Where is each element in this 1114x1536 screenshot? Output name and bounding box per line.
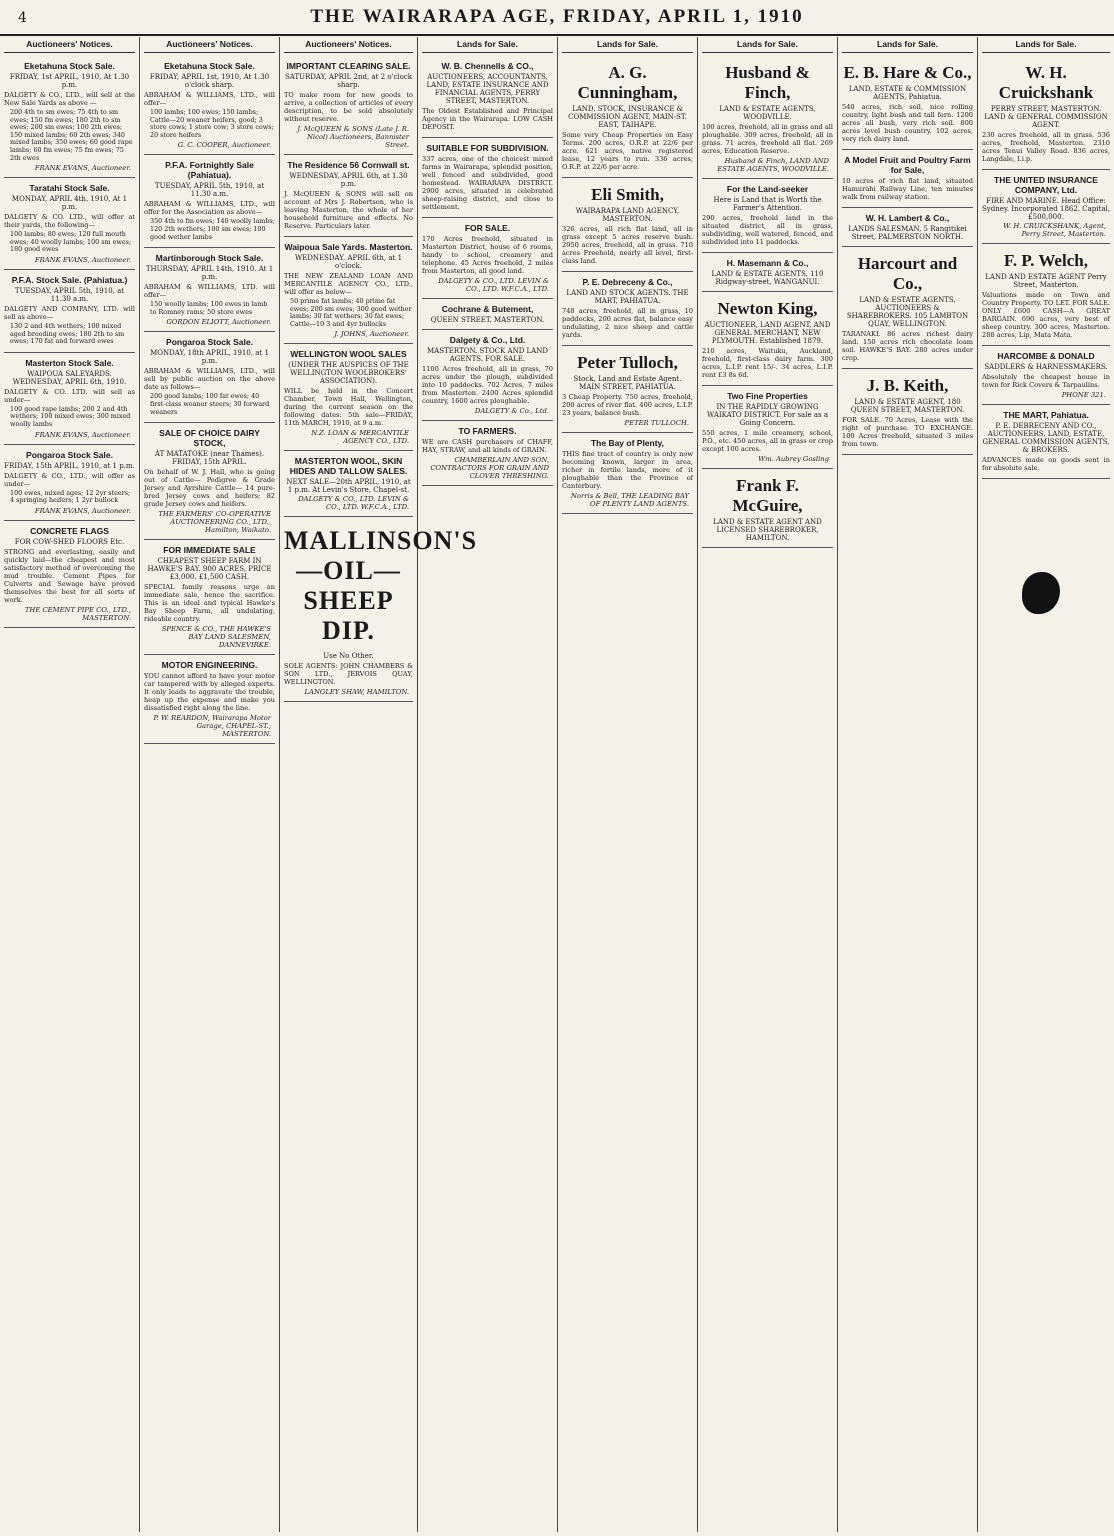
ad-body: 3 Cheap Property. 750 acres, freehold, 200 acres of river flat. 400 acres, L.I.P. 23 years, balance bush.: [562, 393, 693, 417]
ad-lot-list: 130 2 and 4th wethers; 100 mixed aged breeding ewes; 180 2th to sm ewes; 170 fat and forward ewes: [10, 321, 125, 346]
advertisement: [562, 272, 693, 346]
ad-body: 100 acres, freehold, all in grass and all ploughable. 309 acres, freehold, all in grass. 71 acres, freehold all flat. 269 acres, Education Reserve.: [702, 123, 833, 155]
ad-body: 1100 Acres freehold, all in grass, 70 acres under the plough, subdivided into 10 paddocks. 702 Acres, 7 miles from Masterton. 2400 Acres splendid country, 1600 acres ploughable.: [422, 365, 553, 405]
column-2: [140, 37, 280, 1532]
ad-body: ABRAHAM & WILLIAMS, LTD., will offer—: [144, 91, 275, 107]
ad-subtitle: FRIDAY, APRIL 1st, 1910, At 1.30 o'clock sharp.: [149, 73, 270, 89]
ad-subtitle: Stock, Land and Estate Agent. MAIN STREET, PAHIATUA.: [573, 375, 682, 391]
columns: [0, 37, 1114, 1532]
advertisement: [702, 386, 833, 469]
ad-subtitle: LAND & ESTATE AGENTS, AUCTIONEERS & SHAREBROKERS. 105 LAMBTON QUAY, WELLINGTON.: [846, 296, 969, 328]
ad-subtitle: FIRE AND MARINE. Head Office: Sydney. Incorporated 1862. Capital, £500,000.: [982, 197, 1110, 221]
advertisement: [842, 369, 973, 455]
ad-body: WE are CASH purchasers of CHAFF, HAY, STRAW, and all kinds of GRAIN.: [422, 438, 553, 454]
ad-title: Husband & Finch,: [725, 63, 810, 102]
ad-subtitle: WAIPOUA SALEYARDS. WEDNESDAY, APRIL 6th, 1910.: [12, 369, 127, 386]
ad-lot-list: 150 woolly lambs; 100 ewes in lamb to Romney rams; 50 store ewes: [150, 300, 268, 316]
ad-body: 170 Acres freehold, situated in Masterton District, house of 6 rooms, handy to school, creamery and telephone. 45 Acres freehold, 2 miles from Masterton, all good land.: [422, 235, 553, 275]
ad-subtitle: MONDAY, APRIL 4th, 1910, At 1 p.m.: [11, 195, 128, 212]
ad-subtitle: AT MATATOKE (near Thames). FRIDAY, 15th APRIL.: [154, 450, 265, 467]
ad-body: 230 acres freehold, all in grass. 536 acres, freehold, Masterton. 2310 acres Tenui Valley Road. 836 acres, Langdale, I.i.p.: [982, 131, 1110, 163]
ad-signature: THE CEMENT PIPE CO., LTD., MASTERTON.: [24, 605, 131, 622]
column-header: Lands for Sale.: [422, 37, 553, 53]
ad-title: For the Land-seeker: [726, 184, 809, 194]
ad-title: Newton King,: [717, 299, 818, 318]
advertisement: [562, 433, 693, 514]
ad-lot-list: 200 4th to sm ewes; 75 4th to sm ewes; 150 fm ewes; 180 2th to sm ewes; 200 sm ewes; 100 2th ewes; 150 mixed lambs; 60 2th ewes; 340 mixed lambs; 350 ewes; 60 good rape lambs; 60 fm ewes; 75 fm ewes; 75 2th ewes: [10, 108, 133, 162]
ad-title: Harcourt and Co.,: [857, 254, 958, 293]
column-header: Auctioneers' Notices.: [4, 37, 135, 53]
advertisement: [144, 155, 275, 248]
ad-body: 290 acres, freehold land in the situated district, all in grass, subdividing, well watered, fenced, and subdivided into 11 paddocks.: [702, 214, 833, 246]
ad-title: The Residence 56 Cornwall st.: [287, 160, 410, 170]
ad-subtitle: SATURDAY, APRIL 2nd, at 2 o'clock sharp.: [285, 73, 412, 89]
ad-signature: SPENCE & CO., THE HAWKE'S BAY LAND SALESMEN, DANNEVIRKE.: [161, 625, 271, 650]
ad-body: THE NEW ZEALAND LOAN AND MERCANTILE AGENCY CO., LTD., will offer as below—: [284, 272, 413, 296]
ad-body: 748 acres, freehold, all in grass, 10 paddocks, 200 acres flat, balance easy undulating, 2 nice sheep and cattle yards.: [562, 307, 693, 339]
ad-signature: FRANK EVANS, Auctioneer.: [34, 506, 131, 515]
advertisement: [284, 344, 413, 451]
ad-title: Taratahi Stock Sale.: [29, 183, 110, 194]
ad-subtitle: LAND & ESTATE AGENTS, 110 Ridgway-street, WANGANUI.: [711, 270, 824, 286]
ad-title: W. H. Cruickshank: [998, 63, 1094, 102]
ad-lot-list: 100 ewes, mixed ages; 12 2yr steers; 4 springing heifers; 1 2yr bullock: [10, 488, 131, 505]
advertisement: [702, 469, 833, 548]
advertisement: [4, 56, 135, 178]
ad-title: Cochrane & Butement,: [441, 304, 534, 314]
column-6: [698, 37, 838, 1532]
ad-signature: Husband & Finch, LAND AND ESTATE AGENTS, WOODVILLE.: [717, 157, 829, 173]
ad-subtitle: TUESDAY, APRIL 5th, 1910, at 11.30 a.m.: [154, 182, 265, 199]
advertisement: [4, 178, 135, 270]
ad-body: DALGETY & CO., LTD., will sell at the New Sale Yards as above —: [4, 91, 135, 107]
ad-title: J. B. Keith,: [866, 376, 949, 395]
advertisement: [144, 655, 275, 744]
ad-body: Some very Cheap Properties on Easy Terms. 200 acres, O.R.P. at 22/6 per acre. 621 acres, native registered lease, 12 years to run. 336 acres, O.R.P. at 22/6 per acre.: [562, 131, 693, 171]
ad-body: The Oldest Established and Principal Agency in the Wairarapa. LOW CASH DEPOSIT.: [422, 107, 553, 131]
advertisement: [422, 299, 553, 330]
ad-title: Waipoua Sale Yards. Masterton.: [284, 242, 413, 252]
ad-body: SPECIAL family reasons urge an immediate sale, hence the sacrifice. This is an ideal and typical Hawke's Bay Sheep Farm, all undulating, rideable country.: [144, 583, 275, 624]
ad-title: P. E. Debreceny & Co.,: [582, 277, 673, 287]
advertisement: [422, 218, 553, 299]
masthead: [0, 0, 1114, 36]
ad-title: E. B. Hare & Co.,: [843, 63, 972, 82]
column-header: Lands for Sale.: [702, 37, 833, 53]
advertisement: [562, 56, 693, 178]
advertisement: [422, 56, 553, 138]
advertisement: [842, 247, 973, 369]
ad-subtitle: WAIRARAPA LAND AGENCY, MASTERTON.: [575, 207, 680, 223]
ad-body: Absolutely the cheapest house in town for Rick Covers & Tarpaulins.: [982, 373, 1110, 389]
advertisement: [284, 155, 413, 237]
column-header: Lands for Sale.: [562, 37, 693, 53]
ad-subtitle: LAND AND STOCK AGENTS. THE MART, PAHIATUA.: [566, 289, 689, 305]
ad-subtitle: (UNDER THE AUSPICES OF THE WELLINGTON WOOLBROKERS' ASSOCIATION).: [288, 361, 409, 386]
ad-body: YOU cannot afford to have your motor car tampered with by alleged experts. It only leads to aggravate the trouble, heap up the expense and make you dissatisfied right along the line.: [144, 672, 275, 713]
ad-subtitle: FRIDAY, 1st APRIL, 1910, At 1.30 p.m.: [9, 73, 130, 89]
ad-subtitle: MONDAY, 18th APRIL, 1910, at 1 p.m.: [150, 349, 269, 366]
ad-body: 326 acres, all rich flat land, all in grass except 5 acres reserve bush. 2950 acres, freehold, all in grass. 710 acres Freehold, nearly all level, first-class land.: [562, 225, 693, 265]
ad-subtitle: SADDLERS & HARNESSMAKERS.: [984, 363, 1108, 371]
ad-title: Peter Tulloch,: [577, 353, 678, 372]
ad-subtitle: Use No Other.: [323, 652, 374, 661]
ad-lot-list: 50 prime fat lambs; 40 prime fat ewes; 200 sm ewes; 300 good wether lambs; 30 fat wethers; 30 fat ewes; Cattle—10 3 and 4yr bullocks: [290, 297, 412, 328]
ad-body: ABRAHAM & WILLIAMS, LTD., will offer for the Association as above—: [144, 200, 275, 217]
ad-title: WELLINGTON WOOL SALES: [290, 349, 407, 360]
ad-body: THIS fine tract of country is only now becoming known, larger in area, richer in fertile lands, more of it ploughable than the Province of Canterbury.: [562, 450, 693, 490]
ad-signature: PHONE 321.: [1061, 391, 1106, 399]
ad-lot-list: 100 lambs; 80 ewes; 120 full mouth ewes; 40 woolly lambs; 100 sm ewes; 180 good ewes: [10, 230, 132, 254]
ad-subtitle: LAND, ESTATE & COMMISSION AGENTS, Pahiatua.: [848, 85, 967, 101]
ad-title: The Bay of Plenty,: [590, 438, 665, 448]
advertisement: [4, 353, 135, 445]
ad-title: MASTERTON WOOL, SKIN HIDES AND TALLOW SALES.: [289, 456, 408, 477]
ad-body: On behalf of W. J. Hall, who is going out of Cattle— Pedigree & Grade Jersey and Ayrshire Cattle— 14 pure-bred Jersey cows and heifers; 82 grade Jersey cows and heifers.: [144, 468, 275, 509]
ad-subtitle: LAND & ESTATE AGENTS, WOODVILLE.: [719, 105, 816, 121]
ad-subtitle: LAND & ESTATE AGENT, 180 QUEEN STREET, MASTERTON.: [850, 398, 965, 414]
ad-signature: GORDON ELIOTT, Auctioneer.: [166, 318, 271, 327]
ad-title: SALE OF CHOICE DAIRY STOCK,: [159, 428, 260, 449]
newspaper-title: THE WAIRARAPA AGE, FRIDAY, APRIL 1, 1910: [310, 6, 804, 27]
ad-title: MALLINSON'S —OIL— SHEEP DIP.: [284, 526, 478, 646]
ad-subtitle: Here is Land that is Worth the Farmer's Attention.: [713, 196, 822, 212]
ad-signature: DALGETY & Co., Ltd.: [474, 407, 549, 415]
ad-title: MOTOR ENGINEERING.: [161, 660, 258, 671]
ad-signature: N.Z. LOAN & MERCANTILE AGENCY CO., LTD.: [311, 429, 409, 446]
advertisement: [144, 56, 275, 155]
ad-signature: G. C. COOPER, Auctioneer.: [177, 141, 271, 150]
ad-subtitle: PERRY STREET, MASTERTON. LAND & GENERAL COMMISSION AGENT.: [984, 105, 1108, 129]
ad-signature: LANGLEY SHAW, HAMILTON.: [304, 688, 409, 697]
ad-subtitle: QUEEN STREET, MASTERTON.: [430, 316, 545, 324]
advertisement: [144, 540, 275, 655]
advertisement: [422, 421, 553, 486]
ad-subtitle: FOR COW-SHED FLOORS Etc.: [14, 537, 125, 546]
ad-title: Two Fine Properties: [727, 391, 808, 401]
advertisement: [4, 445, 135, 521]
ad-subtitle: NEXT SALE—20th APRIL, 1910, at 1 p.m. At Levin's Store, Chapel-st.: [286, 478, 411, 495]
ad-title: TO FARMERS.: [458, 426, 517, 436]
ad-title: THE MART, Pahiatua.: [1003, 410, 1089, 420]
ad-signature: DALGETY & CO., LTD. LEVIN & CO., LTD. W.F.C.A., LTD.: [438, 277, 549, 293]
column-header: Lands for Sale.: [982, 37, 1110, 53]
ad-signature: FRANK EVANS, Auctioneer.: [34, 164, 131, 173]
ad-body: 210 acres, Waituku, Auckland, freehold, first-class dairy farm. 300 acres, L.I.P. rent 15/-. 34 acres, L.I.P. rent £3 8s 6d.: [702, 347, 833, 379]
ad-subtitle: LAND AND ESTATE AGENT Perry Street, Masterton.: [985, 273, 1107, 289]
ad-title: Pongaroa Stock Sale.: [166, 337, 253, 348]
ad-title: W. H. Lambert & Co.,: [865, 213, 950, 223]
ad-signature: FRANK EVANS, Auctioneer.: [34, 255, 131, 264]
ad-body: Valuations made on Town and Country Property. TO LET. FOR SALE. ONLY £600 CASH—A GREAT BARGAIN. 690 acres, very best of sheep country. 300 acres, Masterton. 288 acres, Lip, Mata Mata.: [982, 291, 1110, 339]
advertisement: [982, 346, 1110, 405]
ad-lot-list: 100 lambs; 100 ewes; 150 lambs; Cattle—20 weaner heifers, good; 3 store cows; 1 store cow; 3 store cows; 20 store heifers: [150, 108, 274, 139]
ad-subtitle: IN THE RAPIDLY GROWING WAIKATO DISTRICT. For sale as a Going Concern.: [706, 403, 829, 427]
ad-title: Eketahuna Stock Sale.: [24, 61, 115, 71]
ad-signature: FRANK EVANS, Auctioneer.: [34, 430, 131, 439]
ad-subtitle: TUESDAY, APRIL 5th, 1910, at 11.30 a.m.: [14, 286, 125, 303]
advertisement: [422, 330, 553, 421]
advertisement: [422, 138, 553, 218]
ad-body: ADVANCES made on goods sent in for absolute sale.: [982, 456, 1110, 472]
ad-subtitle: WEDNESDAY, APRIL 6th, at 1.30 p.m.: [289, 172, 408, 188]
ad-body: ABRAHAM & WILLIAMS, LTD., will sell by public auction on the above date as follows—: [144, 367, 275, 392]
ad-title: THE UNITED INSURANCE COMPANY, Ltd.: [994, 175, 1098, 195]
ad-subtitle: WEDNESDAY, APRIL 6th, at 1 o'clock.: [294, 254, 403, 270]
column-header: Auctioneers' Notices.: [284, 37, 413, 53]
advertisement: [982, 244, 1110, 346]
advertisement: [842, 208, 973, 247]
advertisement: [982, 170, 1110, 244]
advertisement: [144, 332, 275, 423]
ad-title: F. P. Welch,: [1004, 251, 1088, 270]
ad-body: 540 acres, rich soil, nice rolling country, light bush and tall fern. 1200 acres all bush, very rich soil. 800 acres level bush country. 102 acres, very rich dairy land.: [842, 103, 973, 143]
ad-title: Pongaroa Stock Sale.: [26, 449, 113, 460]
ad-lot-list: 350 4th to fm ewes; 140 woolly lambs; 120 2th wethers; 100 sm ewes; 100 good wether lambs: [150, 217, 275, 241]
advertisement: [144, 248, 275, 332]
ad-body: J. McQUEEN & SONS will sell on account of Mrs J. Robertson, who is leaving Masterton, the whole of her household furniture and effects. No Reserve. Particulars later.: [284, 190, 413, 230]
ad-signature: DALGETY & CO., LTD. LEVIN & CO., LTD. W.F.C.A., LTD.: [298, 495, 409, 512]
ad-title: Dalgety & Co., Ltd.: [449, 335, 526, 345]
ad-subtitle: FRIDAY, 15th APRIL, 1910, at 1 p.m.: [4, 461, 135, 470]
advertisement: [284, 517, 478, 702]
column-8: [978, 37, 1114, 1532]
ad-body: DALGETY & CO. LTD., will offer at their yards, the following—: [4, 213, 135, 230]
ad-subtitle: LAND, STOCK, INSURANCE & COMMISSION AGENT, MAIN-ST. EAST, TAIHAPE.: [568, 105, 687, 129]
ad-body: 337 acres, one of the choicest mixed farms in Wairarapa, splendid position, well fenced and subdivided, good homestead. WAIRARAPA DISTRICT. 2900 acres, situated in celebrated sheep-raising district, and close to settlement.: [422, 155, 553, 211]
advertisement: [702, 253, 833, 292]
ad-lot-list: 100 good rape lambs; 200 2 and 4th wethers; 100 mixed ewes; 300 mixed woolly lambs: [10, 404, 131, 428]
advertisement: [4, 270, 135, 353]
advertisement: [702, 56, 833, 179]
advertisement: [562, 346, 693, 433]
ad-subtitle: AUCTIONEER, LAND AGENT, AND GENERAL MERCHANT, NEW PLYMOUTH. Established 1879.: [704, 321, 831, 345]
ad-signature: PETER TULLOCH.: [624, 419, 689, 427]
ad-title: W. B. Chennells & CO.,: [441, 61, 534, 71]
advertisement: [842, 150, 973, 208]
ad-signature: J. JOHNS, Auctioneer.: [334, 330, 409, 339]
ad-signature: P. W. REARDON, Wairarapa Motor Garage, CHAPEL-ST., MASTERTON.: [153, 714, 271, 739]
ad-subtitle: MASTERTON. STOCK AND LAND AGENTS. FOR SALE.: [427, 347, 548, 363]
ad-body: DALGETY & CO. LTD. will sell as under—: [4, 387, 135, 404]
page-number: 4: [18, 10, 27, 26]
ad-body: ABRAHAM & WILLIAMS, LTD. will offer—: [144, 283, 275, 300]
ad-title: P.F.A. Stock Sale. (Pahiatua.): [11, 274, 128, 285]
ad-body: 550 acres, 1 mile creamery, school, P.O., etc. 450 acres, all in grass or crop except 100 acres.: [702, 429, 833, 453]
advertisement: [842, 56, 973, 150]
ad-signature: Norris & Bell, THE LEADING BAY OF PLENTY LAND AGENTS.: [570, 492, 689, 508]
ad-title: Martinborough Stock Sale.: [155, 253, 264, 264]
ad-title: A Model Fruit and Poultry Farm for Sale,: [844, 155, 971, 175]
column-4: [418, 37, 558, 1532]
ad-body: WILL be held in the Concert Chamber, Town Hall, Wellington, during the current season on the following dates: 5th sale—FRIDAY, 11th MARCH, 1910, at 9 a.m.: [284, 387, 413, 428]
advertisement: [144, 423, 275, 540]
ad-lot-list: 200 good lambs; 100 fat ewes; 40 first-class weaner steers; 30 forward weaners: [150, 392, 270, 416]
advertisement: [284, 56, 413, 155]
advertisement: [982, 56, 1110, 170]
ad-signature: W. H. CRUICKSHANK, Agent, Perry Street, Masterton.: [1003, 222, 1106, 238]
advertisement: [284, 237, 413, 344]
advertisement: [702, 179, 833, 253]
column-5: [558, 37, 698, 1532]
column-3: [280, 37, 478, 1532]
ad-subtitle: AUCTIONEERS, ACCOUNTANTS, LAND, ESTATE INSURANCE AND FINANCIAL AGENTS, PERRY STREET, MASTERTON.: [426, 73, 549, 105]
ad-title: A. G. Cunningham,: [577, 63, 678, 102]
ad-signature: Wm. Aubrey Gosling: [758, 455, 829, 463]
ad-title: FOR IMMEDIATE SALE: [163, 545, 256, 556]
ad-body: DALGETY AND COMPANY, LTD. will sell as above—: [4, 304, 135, 321]
ad-title: FOR SALE.: [464, 223, 511, 233]
ad-title: H. Masemann & Co.,: [726, 258, 809, 268]
ad-title: Frank F. McGuire,: [732, 476, 803, 515]
ad-title: Eli Smith,: [591, 185, 664, 204]
ad-subtitle: LANDS SALESMAN, 5 Rangitikei Street, PALMERSTON NORTH.: [848, 225, 967, 241]
ad-title: CONCRETE FLAGS: [30, 525, 109, 536]
ad-signature: THE FARMERS' CO-OPERATIVE AUCTIONEERING CO., LTD., Hamilton, Waikato.: [158, 510, 271, 535]
ad-body: SOLE AGENTS: JOHN CHAMBERS & SON LTD., JERVOIS QUAY, WELLINGTON.: [284, 662, 413, 687]
column-7: [838, 37, 978, 1532]
ad-signature: J. McQUEEN & SONS (Late J. R. Nicol) Auctioneers, Bannister Street.: [297, 125, 409, 149]
ad-title: SUITABLE FOR SUBDIVISION.: [426, 143, 549, 153]
ad-subtitle: P. E. DEBRECENY AND CO., AUCTIONEERS, LAND, ESTATE, GENERAL COMMISSION AGENTS, & BROKERS.: [982, 422, 1110, 454]
ad-title: P.F.A. Fortnightly Sale (Pahiatua).: [165, 160, 254, 181]
advertisement: [982, 405, 1110, 479]
ad-subtitle: CHEAPEST SHEEP FARM IN HAWKE'S BAY. 900 ACRES, PRICE £3,000, £1,500 CASH.: [147, 557, 272, 582]
ad-subtitle: LAND & ESTATE AGENT AND LICENSED SHAREBROKER, HAMILTON.: [713, 518, 822, 542]
ad-subtitle: THURSDAY, APRIL 14th, 1910. At 1 p.m.: [145, 265, 274, 282]
column-header: Auctioneers' Notices.: [144, 37, 275, 53]
advertisement: [4, 521, 135, 628]
column-1: [0, 37, 140, 1532]
advertisement: [702, 292, 833, 386]
ad-body: DALGETY & CO., LTD., will offer as under—: [4, 471, 135, 488]
advertisement: [284, 451, 413, 517]
advertisement: [562, 178, 693, 272]
ad-title: HARCOMBE & DONALD: [997, 351, 1095, 361]
ad-body: TARANAKI. 86 acres richest dairy land. 150 acres rich chocolate loam soil. HAWKE'S BAY. 280 acres under crop.: [842, 330, 973, 362]
ad-body: STRONG and everlasting, easily and quickly laid—the cheapest and most satisfactory method of overcoming the mud trouble. Cement Pipes for Culverts and Sewage have proved themselves the best for all sorts of work.: [4, 547, 135, 604]
column-header: Lands for Sale.: [842, 37, 973, 53]
ad-body: FOR SALE. 70 Acres, Lease with the right of purchase. TO EXCHANGE. 100 Acres freehold, situated 3 miles from town.: [842, 416, 973, 448]
ad-title: Masterton Stock Sale.: [25, 357, 114, 368]
ad-body: 10 acres of rich flat land, situated Hamurahi Railway Line, ten minutes walk from railway station.: [842, 177, 973, 201]
ad-body: TO make room for new goods to arrive, a collection of articles of every description, to be sold absolutely without reserve.: [284, 91, 413, 123]
ad-title: IMPORTANT CLEARING SALE.: [286, 61, 411, 71]
ad-title: Eketahuna Stock Sale.: [164, 61, 255, 71]
ad-signature: CHAMBERLAIN AND SON, CONTRACTORS FOR GRAIN AND CLOVER THRESHING.: [430, 456, 549, 480]
